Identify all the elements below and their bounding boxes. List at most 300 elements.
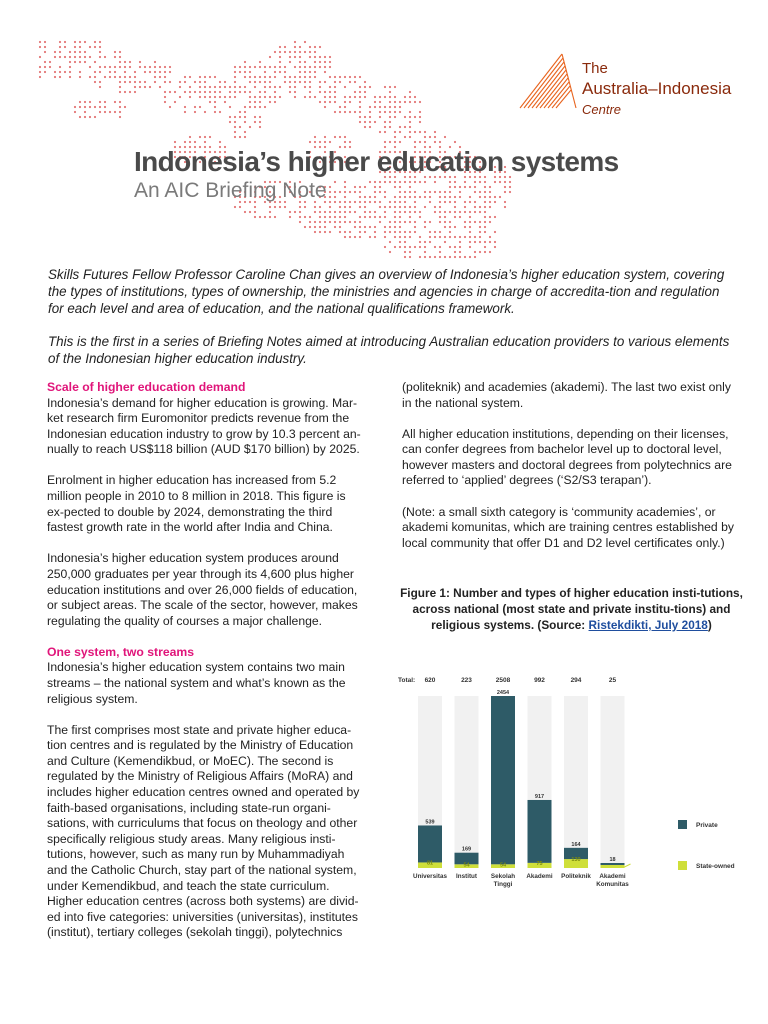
indonesia-dot-map (0, 0, 520, 270)
map-dot (414, 191, 416, 193)
map-dot (139, 66, 141, 68)
map-dot (369, 211, 371, 213)
map-dot (354, 76, 356, 78)
map-dot (149, 66, 151, 68)
map-dot (324, 101, 326, 103)
map-dot (314, 96, 316, 98)
map-dot (114, 71, 116, 73)
map-dot (344, 216, 346, 218)
map-dot (344, 101, 346, 103)
map-dot (214, 91, 216, 93)
map-dot (94, 61, 96, 63)
map-dot (284, 81, 286, 83)
map-dot (234, 121, 236, 123)
map-dot (344, 231, 346, 233)
map-dot (389, 201, 391, 203)
map-dot (394, 231, 396, 233)
map-dot (419, 246, 421, 248)
map-dot (254, 66, 256, 68)
map-dot (74, 106, 76, 108)
map-dot (44, 51, 46, 53)
map-dot (449, 196, 451, 198)
map-dot (64, 71, 66, 73)
map-dot (89, 106, 91, 108)
map-dot (439, 216, 441, 218)
map-dot (244, 116, 246, 118)
chart-legend-label-state-owned: State-owned (696, 863, 735, 870)
map-dot (414, 211, 416, 213)
map-dot (474, 241, 476, 243)
map-dot (144, 86, 146, 88)
map-dot (509, 191, 511, 193)
map-dot (409, 236, 411, 238)
map-dot (359, 86, 361, 88)
map-dot (484, 231, 486, 233)
map-dot (119, 116, 121, 118)
map-dot (414, 226, 416, 228)
map-dot (259, 101, 261, 103)
map-dot (444, 236, 446, 238)
map-dot (249, 106, 251, 108)
map-dot (424, 206, 426, 208)
map-dot (329, 201, 331, 203)
map-dot (404, 251, 406, 253)
map-dot (319, 206, 321, 208)
map-dot (379, 101, 381, 103)
map-dot (389, 91, 391, 93)
map-dot (294, 66, 296, 68)
map-dot (39, 71, 41, 73)
map-dot (289, 211, 291, 213)
map-dot (269, 81, 271, 83)
map-dot (399, 211, 401, 213)
map-dot (469, 201, 471, 203)
map-dot (454, 186, 456, 188)
map-dot (389, 231, 391, 233)
map-dot (484, 186, 486, 188)
map-dot (79, 116, 81, 118)
chart-bar-private (528, 800, 552, 863)
map-dot (489, 221, 491, 223)
map-dot (309, 56, 311, 58)
map-dot (449, 236, 451, 238)
map-dot (339, 211, 341, 213)
map-dot (239, 206, 241, 208)
map-dot (359, 76, 361, 78)
map-dot (319, 226, 321, 228)
map-dot (344, 201, 346, 203)
map-dot (384, 141, 386, 143)
map-dot (314, 226, 316, 228)
map-dot (254, 216, 256, 218)
map-dot (254, 81, 256, 83)
map-dot (89, 101, 91, 103)
chart-bar-private (418, 825, 442, 862)
figure-source-link[interactable]: Ristekdikti, July 2018 (588, 618, 708, 632)
map-dot (379, 216, 381, 218)
map-dot (89, 116, 91, 118)
map-dot (479, 211, 481, 213)
map-dot (444, 201, 446, 203)
map-dot (204, 136, 206, 138)
map-dot (114, 101, 116, 103)
map-dot (89, 76, 91, 78)
map-dot (199, 96, 201, 98)
map-dot (184, 106, 186, 108)
map-dot (419, 216, 421, 218)
map-dot (499, 181, 501, 183)
map-dot (449, 226, 451, 228)
map-dot (344, 141, 346, 143)
map-dot (389, 181, 391, 183)
map-dot (124, 71, 126, 73)
map-dot (424, 251, 426, 253)
map-dot (234, 136, 236, 138)
map-dot (134, 81, 136, 83)
map-dot (359, 236, 361, 238)
map-dot (389, 116, 391, 118)
map-dot (454, 196, 456, 198)
map-dot (324, 221, 326, 223)
map-dot (274, 206, 276, 208)
map-dot (439, 191, 441, 193)
map-dot (334, 76, 336, 78)
map-dot (444, 136, 446, 138)
map-dot (384, 236, 386, 238)
map-dot (484, 181, 486, 183)
map-dot (239, 111, 241, 113)
map-dot (59, 76, 61, 78)
map-dot (189, 76, 191, 78)
chart-private-value-label: 539 (425, 819, 435, 826)
map-dot (409, 96, 411, 98)
chart-category-label: Akademi (599, 873, 626, 880)
map-dot (304, 81, 306, 83)
map-dot (349, 76, 351, 78)
map-dot (89, 56, 91, 58)
map-dot (99, 71, 101, 73)
map-dot (404, 231, 406, 233)
map-dot (489, 191, 491, 193)
map-dot (419, 241, 421, 243)
figure-caption-text: Figure 1: Number and types of higher education insti-tutions, across national (most state and private institu-tions) and religious systems. (Source: (400, 586, 743, 632)
map-dot (319, 91, 321, 93)
map-dot (454, 236, 456, 238)
map-dot (284, 206, 286, 208)
map-dot (219, 141, 221, 143)
map-dot (154, 61, 156, 63)
body-paragraph: All higher education institutions, depending on their licenses, can confer degrees from bachelor level up to doctoral level, however masters and doctoral degrees from polytechnics are referred to ‘applied’ degrees (‘S2/S3 terapan’). (402, 426, 732, 488)
map-dot (314, 71, 316, 73)
map-dot (334, 111, 336, 113)
map-dot (404, 221, 406, 223)
map-dot (474, 186, 476, 188)
map-dot (489, 186, 491, 188)
map-dot (329, 211, 331, 213)
map-dot (334, 216, 336, 218)
map-dot (309, 216, 311, 218)
map-dot (119, 111, 121, 113)
map-dot (424, 246, 426, 248)
map-dot (309, 71, 311, 73)
chart-category-label: Politeknik (561, 873, 591, 880)
map-dot (394, 186, 396, 188)
map-dot (124, 81, 126, 83)
map-dot (399, 106, 401, 108)
map-dot (444, 221, 446, 223)
map-dot (104, 106, 106, 108)
map-dot (54, 51, 56, 53)
map-dot (314, 231, 316, 233)
body-paragraph: Indonesia’s demand for higher education is growing. Mar-ket research firm Euromonitor predicts revenue from the Indonesian education industry to grow by 10.3 percent an-nually to reach US$118 billion (AUD $170 billion) by 2025. (47, 395, 361, 457)
map-dot (339, 76, 341, 78)
map-dot (39, 46, 41, 48)
map-dot (509, 181, 511, 183)
map-dot (404, 96, 406, 98)
map-dot (259, 106, 261, 108)
map-dot (314, 66, 316, 68)
map-dot (409, 131, 411, 133)
body-paragraph: Enrolment in higher education has increased from 5.2 million people in 2010 to 8 million in 2018. This figure is ex-pected to double by 2024, demonstrating the third fastest growth rate in the world after India and China. (47, 473, 346, 535)
chart-total-value: 294 (570, 677, 582, 684)
map-dot (39, 66, 41, 68)
map-dot (104, 66, 106, 68)
map-dot (324, 56, 326, 58)
map-dot (494, 241, 496, 243)
map-dot (294, 96, 296, 98)
map-dot (269, 216, 271, 218)
map-dot (484, 226, 486, 228)
map-dot (199, 136, 201, 138)
map-dot (304, 226, 306, 228)
map-dot (339, 231, 341, 233)
map-dot (84, 106, 86, 108)
map-dot (379, 221, 381, 223)
map-dot (404, 116, 406, 118)
map-dot (419, 211, 421, 213)
map-dot (209, 86, 211, 88)
map-dot (44, 71, 46, 73)
map-dot (59, 66, 61, 68)
map-dot (99, 86, 101, 88)
map-dot (339, 81, 341, 83)
map-dot (344, 221, 346, 223)
map-dot (389, 86, 391, 88)
map-dot (159, 76, 161, 78)
map-dot (274, 66, 276, 68)
logo-text-the: The (582, 60, 608, 77)
map-dot (399, 201, 401, 203)
map-dot (314, 136, 316, 138)
map-dot (194, 111, 196, 113)
map-dot (284, 76, 286, 78)
map-dot (229, 106, 231, 108)
map-dot (59, 71, 61, 73)
map-dot (424, 141, 426, 143)
map-dot (474, 211, 476, 213)
map-dot (409, 231, 411, 233)
map-dot (399, 141, 401, 143)
map-dot (289, 81, 291, 83)
map-dot (389, 96, 391, 98)
map-dot (454, 206, 456, 208)
map-dot (464, 201, 466, 203)
map-dot (169, 106, 171, 108)
map-dot (479, 221, 481, 223)
map-dot (464, 181, 466, 183)
left-column (47, 380, 365, 957)
map-dot (424, 181, 426, 183)
map-dot (374, 186, 376, 188)
map-dot (399, 111, 401, 113)
map-dot (94, 71, 96, 73)
map-dot (394, 141, 396, 143)
map-dot (254, 206, 256, 208)
map-dot (79, 71, 81, 73)
chart-category-label: Institut (456, 873, 477, 880)
map-dot (364, 201, 366, 203)
map-dot (149, 86, 151, 88)
map-dot (94, 46, 96, 48)
map-dot (434, 206, 436, 208)
map-dot (449, 246, 451, 248)
chart-state-value-label: 54 (499, 862, 507, 869)
map-dot (284, 71, 286, 73)
map-dot (254, 101, 256, 103)
map-dot (464, 236, 466, 238)
map-dot (359, 91, 361, 93)
map-dot (484, 221, 486, 223)
map-dot (334, 191, 336, 193)
chart-category-label: Universitas (413, 873, 447, 880)
map-dot (149, 71, 151, 73)
map-dot (349, 221, 351, 223)
map-dot (329, 56, 331, 58)
map-dot (259, 91, 261, 93)
map-dot (204, 111, 206, 113)
chart-state-value-label: 130 (571, 857, 581, 864)
map-dot (309, 51, 311, 53)
map-dot (254, 96, 256, 98)
chart-private-value-label: 18 (609, 857, 616, 863)
map-dot (324, 211, 326, 213)
map-dot (449, 221, 451, 223)
map-dot (199, 91, 201, 93)
map-dot (359, 186, 361, 188)
map-dot (339, 221, 341, 223)
map-dot (379, 111, 381, 113)
map-dot (104, 56, 106, 58)
map-dot (329, 76, 331, 78)
map-dot (504, 181, 506, 183)
map-dot (109, 66, 111, 68)
map-dot (359, 226, 361, 228)
map-dot (299, 216, 301, 218)
map-dot (84, 56, 86, 58)
map-dot (109, 71, 111, 73)
map-dot (399, 181, 401, 183)
map-dot (404, 236, 406, 238)
map-dot (274, 71, 276, 73)
map-dot (299, 61, 301, 63)
map-dot (329, 196, 331, 198)
map-dot (274, 51, 276, 53)
map-dot (474, 256, 476, 258)
map-dot (344, 86, 346, 88)
map-dot (354, 221, 356, 223)
map-dot (414, 141, 416, 143)
map-dot (299, 211, 301, 213)
map-dot (399, 101, 401, 103)
map-dot (319, 216, 321, 218)
map-dot (289, 51, 291, 53)
map-dot (239, 91, 241, 93)
map-dot (384, 216, 386, 218)
map-dot (234, 71, 236, 73)
body-paragraph: Indonesia’s higher education system produces around 250,000 graduates per year through its 4,600 plus higher education institutions and over 26,000 fields of education, or subject areas. The scale of the sector, however, makes regulating the quality of courses a major challenge. (47, 551, 358, 628)
map-dot (269, 76, 271, 78)
map-dot (334, 221, 336, 223)
map-dot (444, 226, 446, 228)
map-dot (379, 116, 381, 118)
map-dot (384, 226, 386, 228)
map-dot (369, 126, 371, 128)
aic-logo-icon (518, 52, 580, 112)
map-dot (314, 141, 316, 143)
map-dot (449, 231, 451, 233)
map-dot (74, 46, 76, 48)
map-dot (174, 141, 176, 143)
map-dot (184, 141, 186, 143)
chart-private-value-label: 917 (534, 793, 545, 800)
map-dot (409, 216, 411, 218)
map-dot (129, 66, 131, 68)
map-dot (264, 216, 266, 218)
map-dot (424, 136, 426, 138)
logo-text-centre: Centre (582, 102, 622, 117)
map-dot (349, 206, 351, 208)
map-dot (79, 61, 81, 63)
map-dot (214, 76, 216, 78)
map-dot (169, 91, 171, 93)
map-dot (114, 56, 116, 58)
map-dot (309, 76, 311, 78)
map-dot (184, 111, 186, 113)
map-dot (69, 61, 71, 63)
chart-bar-private (491, 696, 515, 864)
map-dot (274, 96, 276, 98)
map-dot (54, 71, 56, 73)
map-dot (394, 216, 396, 218)
map-dot (114, 51, 116, 53)
map-dot (489, 201, 491, 203)
map-dot (449, 211, 451, 213)
map-dot (359, 116, 361, 118)
map-dot (374, 216, 376, 218)
map-dot (99, 66, 101, 68)
map-dot (409, 251, 411, 253)
map-dot (74, 56, 76, 58)
map-dot (264, 96, 266, 98)
map-dot (154, 81, 156, 83)
map-dot (279, 86, 281, 88)
map-dot (384, 131, 386, 133)
map-dot (439, 251, 441, 253)
map-dot (374, 201, 376, 203)
map-dot (254, 86, 256, 88)
map-dot (394, 246, 396, 248)
map-dot (229, 96, 231, 98)
